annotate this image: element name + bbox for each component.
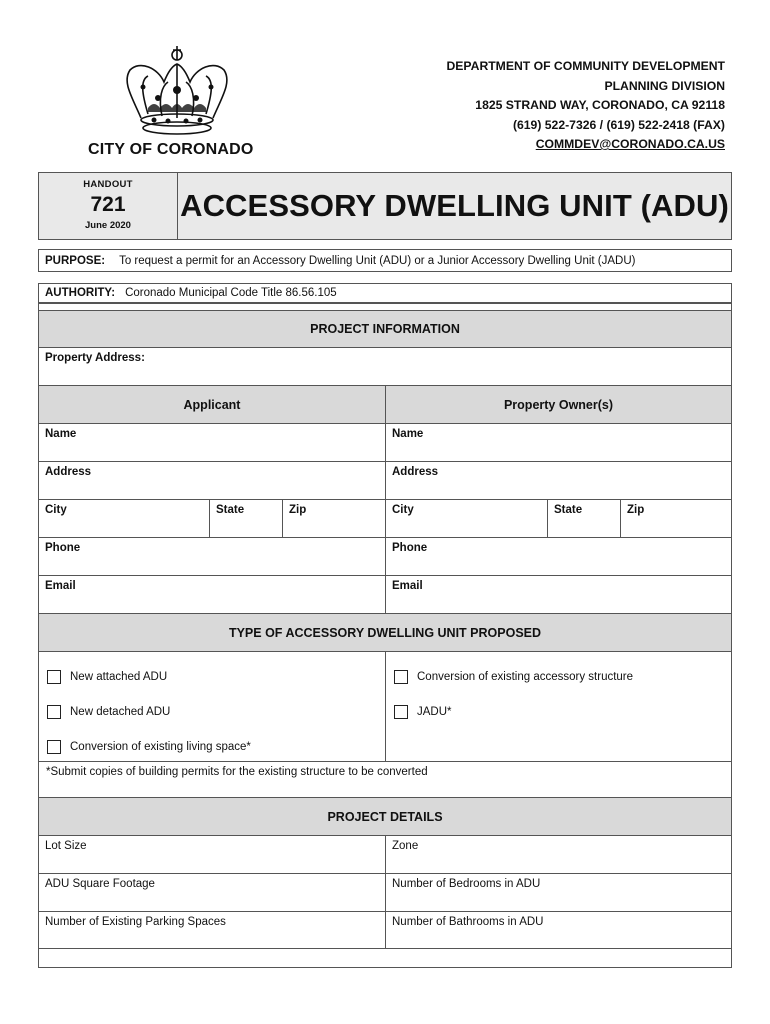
bathrooms-field[interactable]: Number of Bathrooms in ADU xyxy=(385,912,731,948)
new-attached-adu-checkbox[interactable] xyxy=(47,670,167,684)
project-info-header xyxy=(39,310,731,347)
department-info xyxy=(446,57,725,155)
building-permits-note-row xyxy=(39,761,731,797)
dept-line: (619) 522-7326 / (619) 522-2418 (FAX) xyxy=(512,117,725,132)
zone-field[interactable]: Zone xyxy=(385,836,731,873)
applicant-city-field[interactable]: City xyxy=(45,504,67,516)
checkbox-label: Conversion of existing living space* xyxy=(70,741,251,753)
building-permits-note: *Submit copies of building permits for the existing structure to be converted xyxy=(46,766,428,778)
adu-type-right-col xyxy=(385,652,731,761)
phone-row xyxy=(39,537,731,575)
checkbox-box[interactable] xyxy=(47,705,61,719)
email-row xyxy=(39,575,731,613)
section-heading: PROJECT DETAILS xyxy=(327,809,443,824)
applicant-address-field[interactable]: Address xyxy=(45,466,92,478)
handout-number: 721 xyxy=(90,193,126,216)
owner-phone-field[interactable]: Phone xyxy=(385,538,731,575)
checkbox-label: New detached ADU xyxy=(70,706,171,718)
applicant-name-field[interactable]: Name xyxy=(45,428,77,440)
dept-line: DEPARTMENT OF COMMUNITY DEVELOPMENT xyxy=(446,59,725,73)
adu-square-footage-field[interactable]: ADU Square Footage xyxy=(45,878,155,890)
owner-zip-field[interactable]: Zip xyxy=(620,500,731,537)
city-crown-logo xyxy=(118,42,236,140)
checkbox-label: JADU* xyxy=(417,706,452,718)
applicant-phone-field[interactable]: Phone xyxy=(45,542,81,554)
authority-row xyxy=(38,283,732,303)
checkbox-box[interactable] xyxy=(47,740,61,754)
owner-email-field[interactable]: Email xyxy=(385,576,731,613)
name-row xyxy=(39,423,731,461)
handout-label: HANDOUT xyxy=(83,179,133,190)
authority-text: Coronado Municipal Code Title 86.56.105 xyxy=(125,287,337,299)
owner-name-field[interactable]: Name xyxy=(385,424,731,461)
section-heading: PROJECT INFORMATION xyxy=(310,322,460,336)
party-headers xyxy=(39,385,731,423)
applicant-zip-field[interactable]: Zip xyxy=(282,500,385,537)
city-state-zip-row xyxy=(39,499,731,537)
handout-date: June 2020 xyxy=(85,220,131,231)
section-heading: TYPE OF ACCESSORY DWELLING UNIT PROPOSED xyxy=(228,625,542,640)
checkbox-box[interactable] xyxy=(394,670,408,684)
applicant-state-field[interactable]: State xyxy=(209,500,282,537)
parking-spaces-field[interactable]: Number of Existing Parking Spaces xyxy=(45,916,226,928)
parking-bathrooms-row xyxy=(39,911,731,949)
handout-box xyxy=(38,172,178,240)
owner-state-field[interactable]: State xyxy=(547,500,620,537)
owner-address-field[interactable]: Address xyxy=(385,462,731,499)
title-box xyxy=(177,172,732,240)
dept-email-link[interactable]: COMMDEV@CORONADO.CA.US xyxy=(535,137,725,151)
owner-city-field[interactable]: City xyxy=(385,500,547,537)
applicant-heading: Applicant xyxy=(183,397,241,412)
jadu-checkbox[interactable] xyxy=(394,705,452,719)
bedrooms-field[interactable]: Number of Bedrooms in ADU xyxy=(385,874,731,911)
address-row xyxy=(39,461,731,499)
sqft-bedrooms-row xyxy=(39,873,731,911)
conversion-living-space-checkbox[interactable] xyxy=(47,740,251,754)
purpose-row xyxy=(38,249,732,272)
checkbox-box[interactable] xyxy=(394,705,408,719)
property-address-label: Property Address: xyxy=(45,352,145,364)
dept-line: 1825 STRAND WAY, CORONADO, CA 92118 xyxy=(475,98,725,112)
lot-size-field[interactable]: Lot Size xyxy=(45,840,87,852)
checkbox-label: Conversion of existing accessory structure xyxy=(417,671,634,683)
conversion-accessory-structure-checkbox[interactable] xyxy=(394,670,633,684)
checkbox-label: New attached ADU xyxy=(70,671,168,683)
document-title: ACCESSORY DWELLING UNIT (ADU) xyxy=(180,188,729,223)
project-details-header xyxy=(39,797,731,835)
lot-zone-row xyxy=(39,835,731,873)
city-name: CITY OF CORONADO xyxy=(88,141,254,158)
checkbox-box[interactable] xyxy=(47,670,61,684)
purpose-label: PURPOSE: xyxy=(45,254,106,267)
owner-heading: Property Owner(s) xyxy=(385,386,731,423)
new-detached-adu-checkbox[interactable] xyxy=(47,705,170,719)
adu-type-options xyxy=(39,651,731,761)
property-address-field[interactable] xyxy=(39,347,731,385)
dept-line: PLANNING DIVISION xyxy=(604,78,725,93)
adu-type-left-col xyxy=(39,652,385,761)
authority-label: AUTHORITY: xyxy=(45,287,116,299)
applicant-email-field[interactable]: Email xyxy=(45,580,76,592)
adu-type-header xyxy=(39,613,731,651)
purpose-text: To request a permit for an Accessory Dwelling Unit (ADU) or a Junior Accessory Dwelling Unit (JADU) xyxy=(119,254,636,267)
application-form xyxy=(38,303,732,968)
